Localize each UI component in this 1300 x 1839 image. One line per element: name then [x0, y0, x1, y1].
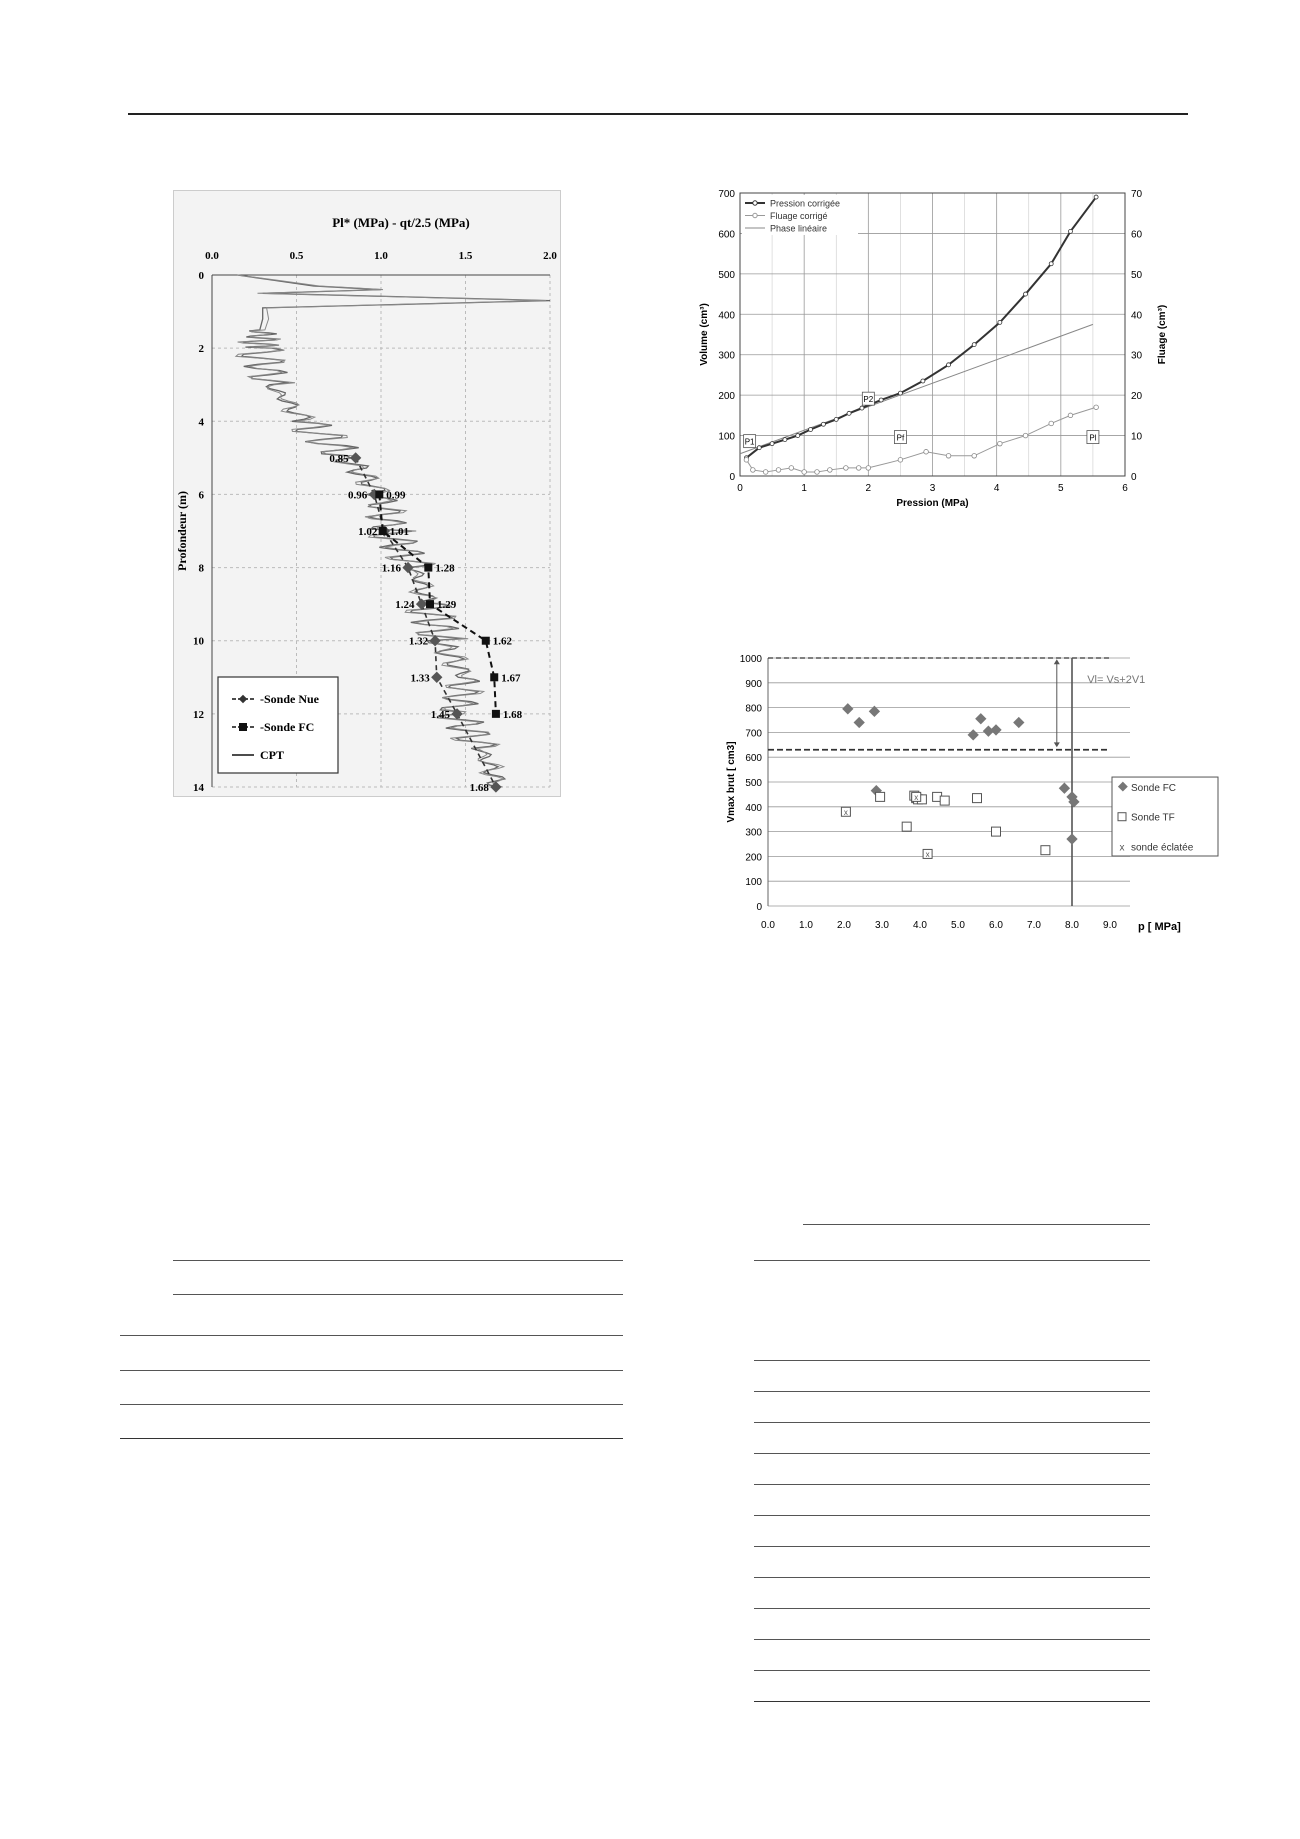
table-right-rule-1: [803, 1224, 1150, 1225]
x-tick-label: 1: [801, 483, 807, 494]
table-left-rule-6: [120, 1438, 623, 1439]
legend-marker: x: [1119, 842, 1125, 854]
table-right-row-rule: [754, 1608, 1150, 1609]
legend-label: Sonde TF: [1131, 812, 1175, 824]
sonde-nue-point: [350, 452, 361, 463]
x-tick-label: 0.0: [205, 250, 219, 262]
sonde-fc-data-label: 1.28: [435, 562, 455, 575]
sonde-fc-point: [426, 600, 434, 608]
y2-tick-label: 50: [1131, 269, 1143, 281]
sonde-nue-point: [431, 672, 442, 683]
table-right-row-rule: [754, 1515, 1150, 1516]
y-tick-label: 100: [718, 431, 735, 443]
legend-label: Pression corrigée: [770, 198, 841, 209]
fluage-corrige-point: [866, 466, 871, 471]
figure-vmax-scatter: [720, 645, 1194, 945]
pression-corrigee-point: [809, 428, 813, 432]
pression-corrigee-point: [770, 442, 774, 446]
phase-lineaire-line: [740, 324, 1093, 453]
x-tick-label: 2.0: [543, 250, 557, 262]
fluage-corrige-point: [776, 468, 781, 473]
sonde-tf-point: [902, 822, 911, 831]
x-tick-label: 6.0: [989, 920, 1003, 931]
sonde-nue-data-label: 1.16: [381, 562, 402, 575]
x-tick-label: 4.0: [913, 920, 927, 931]
x-tick-label: 9.0: [1103, 920, 1117, 931]
y-tick-label: 12: [193, 708, 204, 721]
sonde-fc-point: [990, 724, 1001, 735]
sonde-fc-point: [842, 703, 853, 714]
y-tick-label: 900: [745, 678, 762, 690]
fluage-corrige-point: [856, 466, 861, 471]
pression-corrigee-point: [947, 363, 951, 367]
y-tick-label: 500: [718, 269, 735, 281]
sonde-fc-point: [482, 637, 490, 645]
pression-corrigee-line: [746, 197, 1096, 458]
fluage-corrige-point: [1068, 413, 1073, 418]
x-tick-label: 7.0: [1027, 920, 1041, 931]
legend-label: Sonde FC: [1131, 782, 1177, 794]
fluage-corrige-point: [998, 441, 1003, 446]
x-tick-label: 1.0: [799, 920, 813, 931]
table-left-rule-5: [120, 1404, 623, 1405]
y-tick-label: 800: [745, 703, 762, 715]
y-tick-label: 100: [745, 877, 762, 889]
sonde-tf-point: [940, 796, 949, 805]
fluage-corrige-point: [1094, 405, 1099, 410]
fluage-corrige-point: [972, 453, 977, 458]
x-tick-label: 5.0: [951, 920, 965, 931]
pressure-marker-label: Pl: [1089, 433, 1097, 443]
y-axis-label: Profondeur (m): [175, 491, 189, 571]
y-tick-label: 10: [193, 635, 204, 648]
y-tick-label: 0: [729, 472, 735, 483]
fluage-corrige-line: [746, 407, 1096, 472]
sonde-eclatee-marker: x: [843, 807, 848, 817]
y-tick-label: 4: [198, 416, 204, 429]
sonde-nue-data-label: 1.33: [410, 672, 430, 685]
y-tick-label: 0: [756, 902, 762, 913]
y2-axis-label: Fluage (cm³): [1157, 304, 1168, 365]
fluage-corrige-point: [744, 458, 749, 463]
y-tick-label: 500: [745, 778, 762, 789]
sonde-fc-point: [379, 527, 387, 535]
sonde-nue-point: [451, 708, 462, 719]
sonde-fc-point: [975, 713, 986, 724]
sonde-fc-point: [1059, 783, 1070, 794]
x-tick-label: 3: [929, 483, 936, 494]
pression-corrigee-point: [1094, 195, 1098, 199]
y-tick-label: 0: [198, 270, 204, 282]
sonde-nue-point: [490, 781, 501, 792]
sonde-fc-point: [490, 673, 498, 681]
pression-corrigee-point: [796, 434, 800, 438]
range-arrow-head: [1054, 659, 1060, 664]
legend-marker: [753, 201, 757, 205]
legend-label: sonde éclatée: [1131, 842, 1194, 854]
fluage-corrige-point: [844, 466, 849, 471]
table-left-rule-2: [173, 1294, 623, 1295]
sonde-fc-data-label: 1.29: [437, 599, 457, 612]
y-tick-label: 2: [198, 343, 204, 356]
table-right-row-rule: [754, 1484, 1150, 1485]
legend-label: Fluage corrigé: [770, 211, 828, 221]
table-right-row-rule: [754, 1639, 1150, 1640]
table-right-rule-2: [754, 1260, 1150, 1261]
x-axis-label: p [ MPa]: [1138, 921, 1181, 933]
sonde-tf-point: [1041, 846, 1050, 855]
x-tick-label: 1.5: [458, 250, 473, 262]
sonde-tf-point: [992, 827, 1001, 836]
sonde-fc-data-label: 1.62: [492, 635, 513, 648]
table-right-row-rule: [754, 1546, 1150, 1547]
y2-tick-label: 40: [1131, 310, 1143, 322]
sonde-nue-data-label: 1.02: [358, 526, 378, 538]
x-axis-label: Pression (MPa): [896, 498, 969, 509]
y-tick-label: 700: [745, 728, 762, 740]
table-right-row-rule: [754, 1391, 1150, 1392]
sonde-fc-point: [424, 564, 432, 572]
x-tick-label: 8.0: [1065, 920, 1079, 931]
pression-corrigee-point: [898, 391, 902, 395]
y-tick-label: 14: [193, 782, 204, 794]
pression-corrigee-point: [757, 446, 761, 450]
fluage-corrige-point: [802, 470, 807, 475]
pressure-marker-label: P2: [863, 395, 874, 405]
fluage-corrige-point: [1049, 421, 1054, 426]
range-annotation: Vl= Vs+2V1: [1087, 673, 1146, 686]
y2-tick-label: 0: [1131, 472, 1137, 483]
pression-corrigee-point: [879, 398, 883, 402]
chart-title: Pl* (MPa) - qt/2.5 (MPa): [332, 215, 470, 230]
legend-label: -Sonde FC: [260, 720, 315, 734]
sonde-eclatee-marker: x: [925, 849, 930, 859]
table-right-row-rule: [754, 1453, 1150, 1454]
pression-corrigee-point: [821, 422, 825, 426]
figure-depth-profile: [173, 190, 561, 797]
x-tick-label: 4: [993, 483, 1000, 494]
pression-corrigee-point: [1024, 292, 1028, 296]
pression-corrigee-point: [860, 406, 864, 410]
fluage-corrige-point: [1023, 433, 1028, 438]
y-tick-label: 6: [198, 489, 204, 502]
fluage-corrige-point: [946, 453, 951, 458]
sonde-fc-point: [375, 490, 383, 498]
y2-tick-label: 30: [1131, 350, 1143, 362]
y-tick-label: 300: [745, 827, 762, 839]
legend-marker: [1118, 813, 1126, 821]
y-tick-label: 600: [718, 229, 735, 241]
sonde-fc-data-label: 1.01: [389, 526, 409, 538]
x-tick-label: 3.0: [875, 920, 889, 931]
sonde-fc-point: [854, 717, 865, 728]
legend-label: CPT: [260, 748, 284, 762]
sonde-nue-data-label: 1.24: [395, 599, 415, 612]
pression-corrigee-point: [998, 320, 1002, 324]
vmax-scatter-chart: [720, 645, 1194, 945]
fluage-corrige-point: [789, 466, 794, 471]
sonde-nue-data-label: 1.32: [408, 635, 429, 648]
y-tick-label: 700: [718, 189, 735, 200]
sonde-tf-point: [973, 794, 982, 803]
table-left-rule-3: [120, 1335, 623, 1336]
sonde-fc-data-label: 1.68: [502, 708, 523, 721]
y-tick-label: 400: [745, 802, 762, 814]
chart-legend: [218, 677, 338, 773]
y-tick-label: 1000: [739, 654, 762, 665]
sonde-nue-data-label: 0.85: [329, 452, 349, 465]
pression-corrigee-point: [834, 417, 838, 421]
sonde-eclatee-marker: x: [914, 792, 919, 802]
y2-tick-label: 70: [1131, 189, 1143, 200]
legend-label: -Sonde Nue: [260, 692, 320, 706]
legend-marker: [753, 213, 757, 217]
pression-corrigee-point: [1068, 229, 1072, 233]
sonde-fc-point: [1013, 717, 1024, 728]
table-right-row-rule: [754, 1701, 1150, 1702]
x-tick-label: 6: [1122, 483, 1128, 494]
x-tick-label: 2: [865, 483, 872, 494]
x-tick-label: 2.0: [837, 920, 851, 931]
y-axis-label: Volume (cm³): [699, 303, 710, 366]
sonde-nue-data-label: 1.45: [430, 708, 451, 721]
pression-corrigee-point: [921, 379, 925, 383]
table-right-row-rule: [754, 1360, 1150, 1361]
header-rule: [128, 113, 1188, 115]
chart-legend: [1112, 777, 1218, 856]
y-tick-label: 200: [718, 391, 735, 403]
pressure-marker-label: Pf: [896, 433, 905, 443]
table-right-row-rule: [754, 1577, 1150, 1578]
y2-tick-label: 60: [1131, 229, 1143, 241]
table-right-row-rule: [754, 1422, 1150, 1423]
y-tick-label: 600: [745, 753, 762, 765]
y2-tick-label: 10: [1131, 431, 1143, 443]
pressure-marker-label: P1: [744, 437, 755, 447]
y-axis-label: Vmax brut [ cm3]: [726, 741, 737, 823]
sonde-fc-point: [1066, 833, 1077, 844]
range-arrow-head: [1054, 742, 1060, 747]
y-tick-label: 400: [718, 310, 735, 322]
sonde-nue-point: [402, 562, 413, 573]
pression-corrigee-point: [783, 438, 787, 442]
fluage-corrige-point: [763, 470, 768, 475]
y-tick-label: 8: [198, 562, 204, 575]
x-tick-label: 0: [737, 483, 743, 494]
sonde-tf-point: [876, 792, 885, 801]
pressuremeter-curve-chart: [695, 185, 1175, 520]
sonde-fc-data-label: 1.67: [501, 672, 521, 685]
fluage-corrige-point: [815, 470, 820, 475]
pression-corrigee-point: [847, 411, 851, 415]
fluage-corrige-point: [924, 449, 929, 454]
sonde-nue-data-label: 1.68: [469, 782, 489, 794]
y-tick-label: 200: [745, 852, 762, 864]
sonde-fc-point: [968, 729, 979, 740]
legend-label: Phase linéaire: [770, 223, 828, 234]
table-right-row-rule: [754, 1670, 1150, 1671]
y2-tick-label: 20: [1131, 391, 1143, 403]
sonde-fc-data-label: 0.99: [386, 489, 406, 502]
x-tick-label: 5: [1058, 483, 1064, 494]
legend-marker: [239, 723, 247, 731]
pression-corrigee-point: [1049, 262, 1053, 266]
table-left-rule-4: [120, 1370, 623, 1371]
pression-corrigee-point: [972, 343, 976, 347]
sonde-fc-point: [492, 710, 500, 718]
depth-profile-chart: [174, 191, 560, 796]
x-tick-label: 1.0: [374, 250, 388, 262]
fluage-corrige-point: [751, 468, 756, 473]
x-tick-label: 0.0: [761, 920, 775, 931]
fluage-corrige-point: [898, 458, 903, 463]
table-left-rule-1: [173, 1260, 623, 1261]
fluage-corrige-point: [828, 468, 833, 473]
sonde-nue-data-label: 0.96: [347, 489, 368, 502]
y-tick-label: 300: [718, 350, 735, 362]
figure-pressuremeter-curve: [695, 185, 1175, 520]
x-tick-label: 0.5: [289, 250, 304, 262]
